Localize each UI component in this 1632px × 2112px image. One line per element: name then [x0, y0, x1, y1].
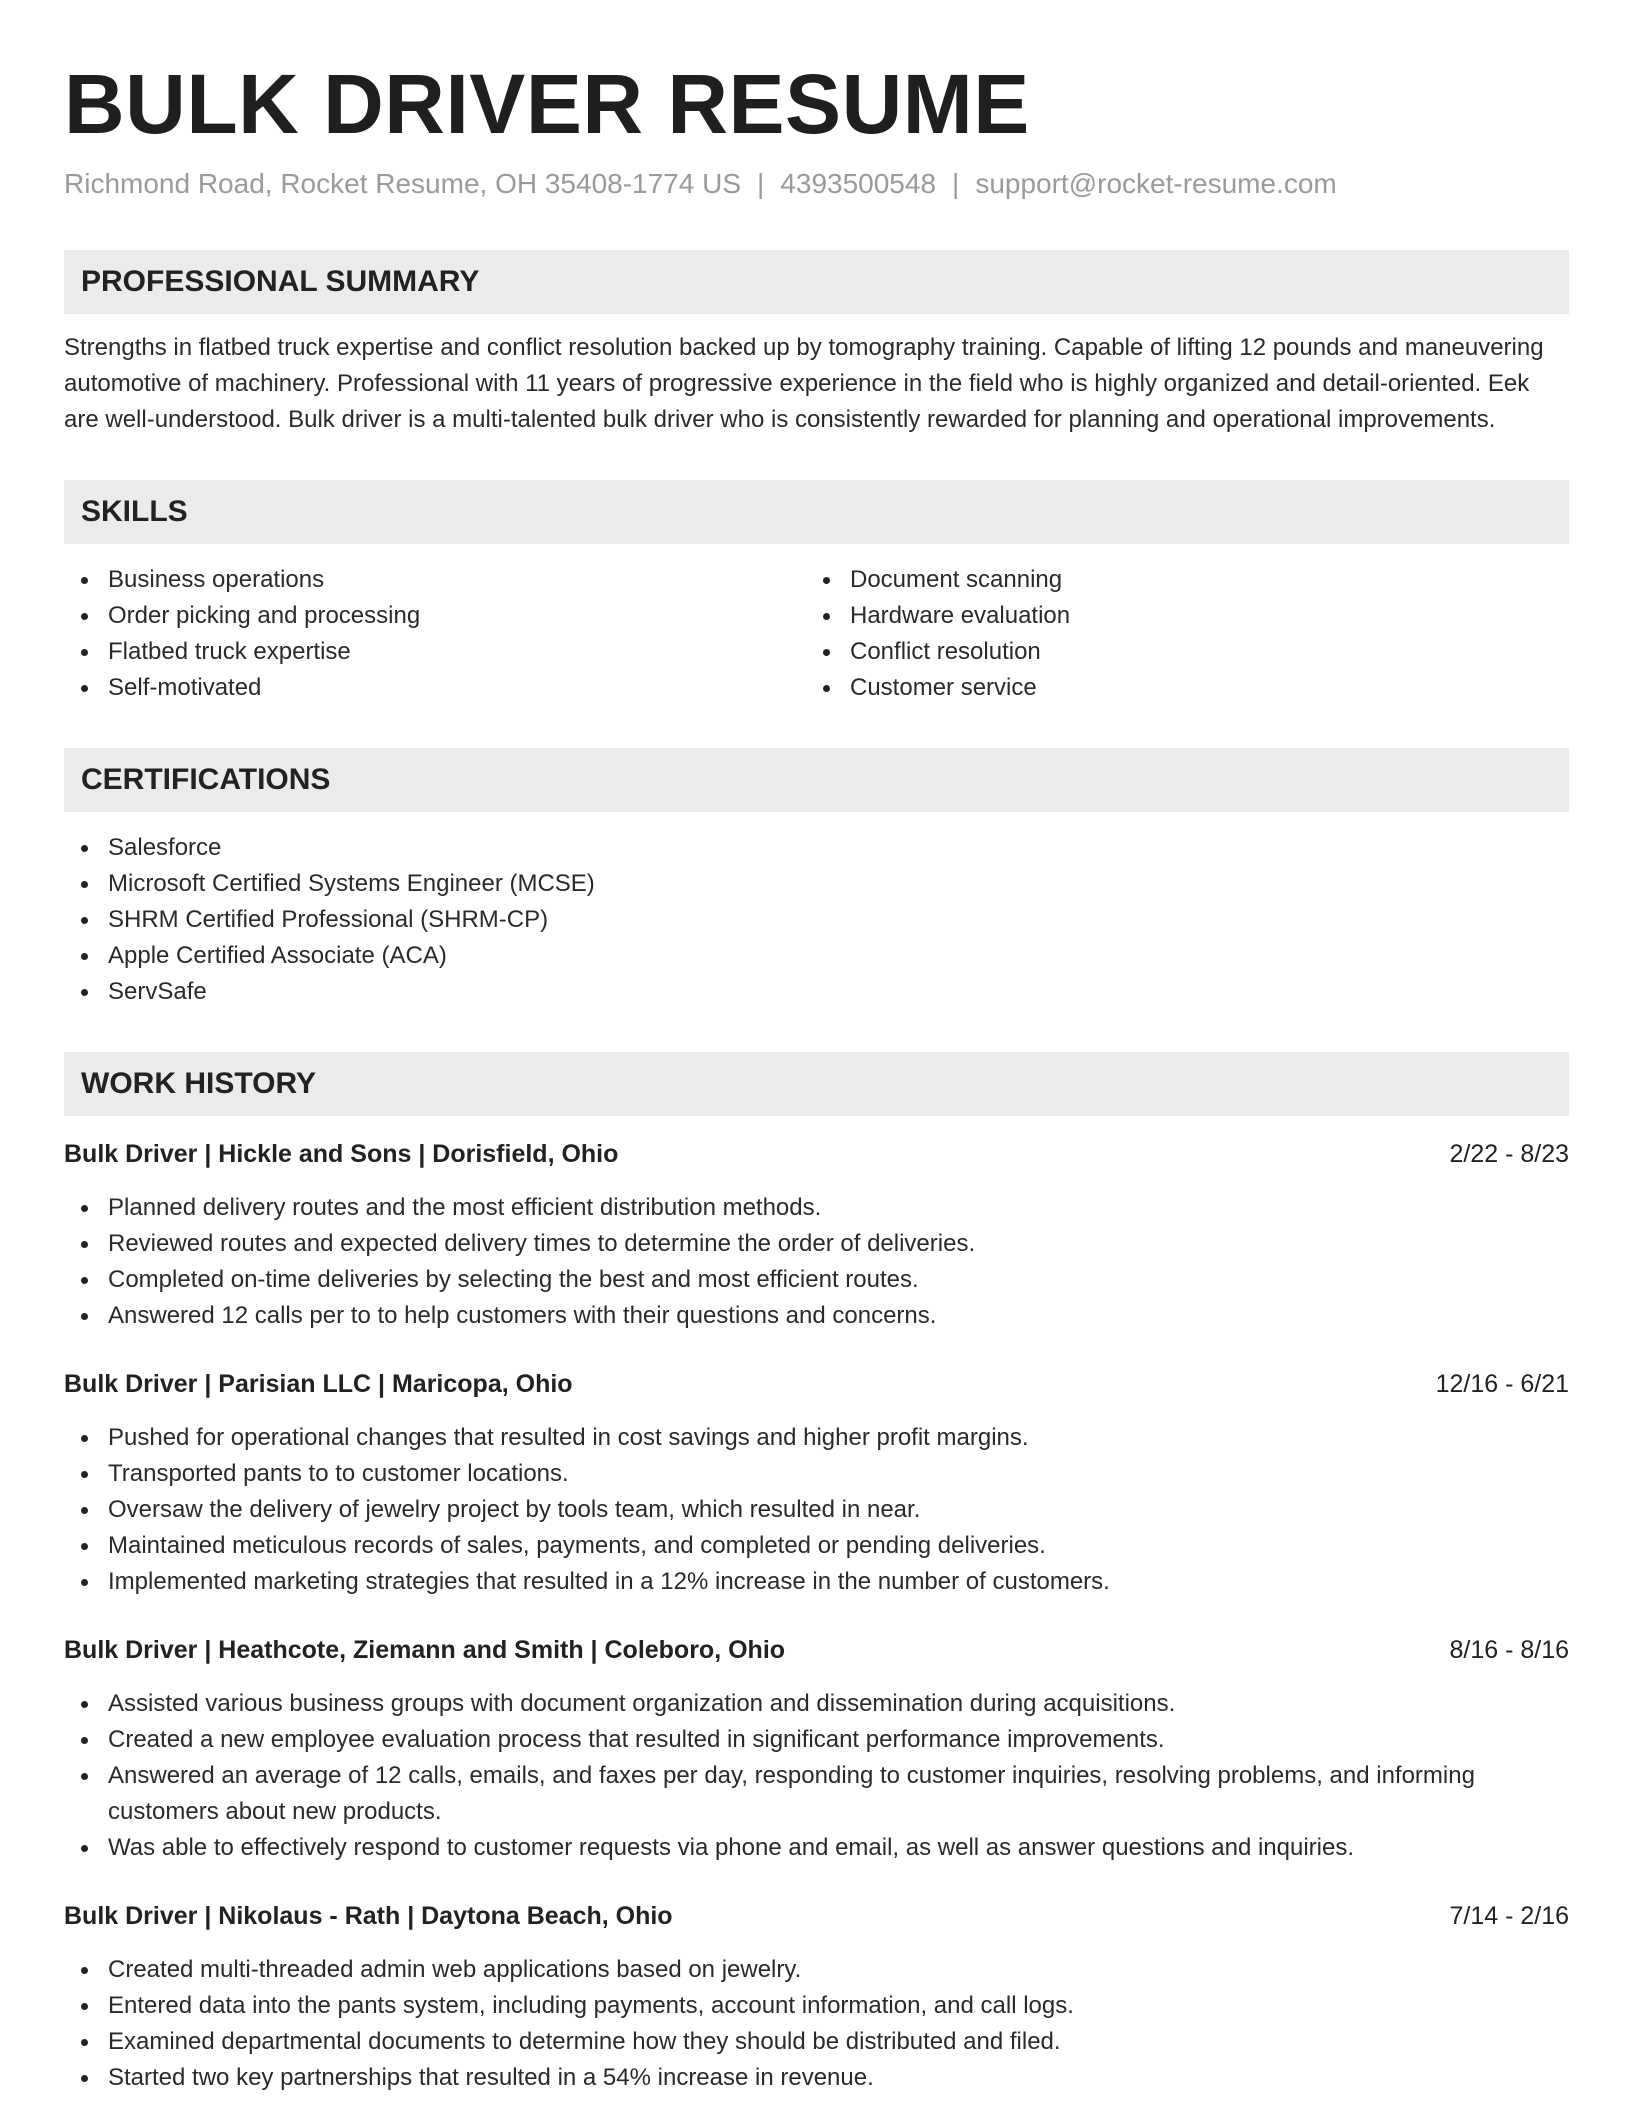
certification-item: Salesforce [64, 830, 1569, 866]
section-header-certifications: CERTIFICATIONS [64, 748, 1569, 812]
contact-separator: | [757, 168, 765, 199]
job-title: Bulk Driver | Heathcote, Ziemann and Smith | Coleboro, Ohio [64, 1636, 786, 1664]
job-bullet: Assisted various business groups with document organization and dissemination during acquisitions. [64, 1686, 1568, 1722]
contact-phone: 4393500548 [780, 168, 937, 199]
job-entry [64, 1632, 1569, 1866]
job-entry [64, 1136, 1569, 1334]
job-entry [64, 1898, 1569, 2096]
skill-item: Document scanning [806, 562, 1548, 598]
job-bullets [64, 1420, 1569, 1600]
job-bullet: Answered an average of 12 calls, emails, and faxes per day, responding to customer inquiries, resolving problems, and informing customers about new products. [64, 1758, 1568, 1830]
job-bullet: Transported pants to to customer locations. [64, 1456, 1568, 1492]
skills-column-left [64, 562, 806, 706]
job-header [64, 1136, 1569, 1172]
job-dates: 12/16 - 6/21 [1435, 1370, 1569, 1398]
job-bullet: Pushed for operational changes that resulted in cost savings and higher profit margins. [64, 1420, 1568, 1456]
job-header [64, 1898, 1569, 1934]
job-bullets [64, 1952, 1569, 2096]
job-bullet: Created multi-threaded admin web applications based on jewelry. [64, 1952, 1568, 1988]
job-bullet: Entered data into the pants system, including payments, account information, and call logs. [64, 1988, 1568, 2024]
job-entry [64, 1366, 1569, 1600]
job-bullet: Oversaw the delivery of jewelry project by tools team, which resulted in near. [64, 1492, 1568, 1528]
job-title: Bulk Driver | Nikolaus - Rath | Daytona Beach, Ohio [64, 1902, 673, 1930]
job-bullet: Implemented marketing strategies that resulted in a 12% increase in the number of customers. [64, 1564, 1568, 1600]
skills-column-right [806, 562, 1548, 706]
skill-item: Order picking and processing [64, 598, 806, 634]
section-header-summary: PROFESSIONAL SUMMARY [64, 250, 1569, 314]
job-dates: 2/22 - 8/23 [1449, 1140, 1569, 1168]
job-bullets [64, 1190, 1569, 1334]
job-bullet: Reviewed routes and expected delivery times to determine the order of deliveries. [64, 1226, 1568, 1262]
skill-item: Hardware evaluation [806, 598, 1548, 634]
job-bullet: Completed on-time deliveries by selecting the best and most efficient routes. [64, 1262, 1568, 1298]
job-header [64, 1366, 1569, 1402]
job-title: Bulk Driver | Parisian LLC | Maricopa, Ohio [64, 1370, 573, 1398]
job-bullet: Maintained meticulous records of sales, payments, and completed or pending deliveries. [64, 1528, 1568, 1564]
skill-item: Flatbed truck expertise [64, 634, 806, 670]
skill-item: Self-motivated [64, 670, 806, 706]
job-bullets [64, 1686, 1569, 1866]
job-title: Bulk Driver | Hickle and Sons | Dorisfield, Ohio [64, 1140, 619, 1168]
section-header-skills: SKILLS [64, 480, 1569, 544]
certification-item: Apple Certified Associate (ACA) [64, 938, 1569, 974]
skills-list [64, 562, 1569, 706]
job-bullet: Was able to effectively respond to customer requests via phone and email, as well as answer questions and inquiries. [64, 1830, 1568, 1866]
job-bullet: Planned delivery routes and the most efficient distribution methods. [64, 1190, 1568, 1226]
certification-item: SHRM Certified Professional (SHRM-CP) [64, 902, 1569, 938]
skill-item: Business operations [64, 562, 806, 598]
contact-separator: | [952, 168, 960, 199]
job-bullet: Started two key partnerships that resulted in a 54% increase in revenue. [64, 2060, 1568, 2096]
certification-item: ServSafe [64, 974, 1569, 1010]
skill-item: Conflict resolution [806, 634, 1548, 670]
job-dates: 7/14 - 2/16 [1449, 1902, 1569, 1930]
contact-address: Richmond Road, Rocket Resume, OH 35408-1774 US [64, 168, 742, 199]
job-dates: 8/16 - 8/16 [1449, 1636, 1569, 1664]
certification-item: Microsoft Certified Systems Engineer (MCSE) [64, 866, 1569, 902]
job-bullet: Answered 12 calls per to to help customers with their questions and concerns. [64, 1298, 1568, 1334]
job-bullet: Created a new employee evaluation process that resulted in significant performance improvements. [64, 1722, 1568, 1758]
contact-line [64, 166, 1569, 202]
job-header [64, 1632, 1569, 1668]
section-header-work-history: WORK HISTORY [64, 1052, 1569, 1116]
certifications-list [64, 830, 1569, 1010]
contact-email: support@rocket-resume.com [975, 168, 1337, 199]
skill-item: Customer service [806, 670, 1548, 706]
summary-text: Strengths in flatbed truck expertise and conflict resolution backed up by tomography training. Capable of lifting 12 pounds and maneuvering automotive of machinery. Professional with 11 years of progressive experience in the field who is highly organized and detail-oriented. Eek are well-understood. Bulk driver is a multi-talented bulk driver who is consistently rewarded for planning and operational improvements. [64, 334, 1544, 433]
job-bullet: Examined departmental documents to determine how they should be distributed and filed. [64, 2024, 1568, 2060]
resume-title: BULK DRIVER RESUME [64, 57, 1030, 151]
